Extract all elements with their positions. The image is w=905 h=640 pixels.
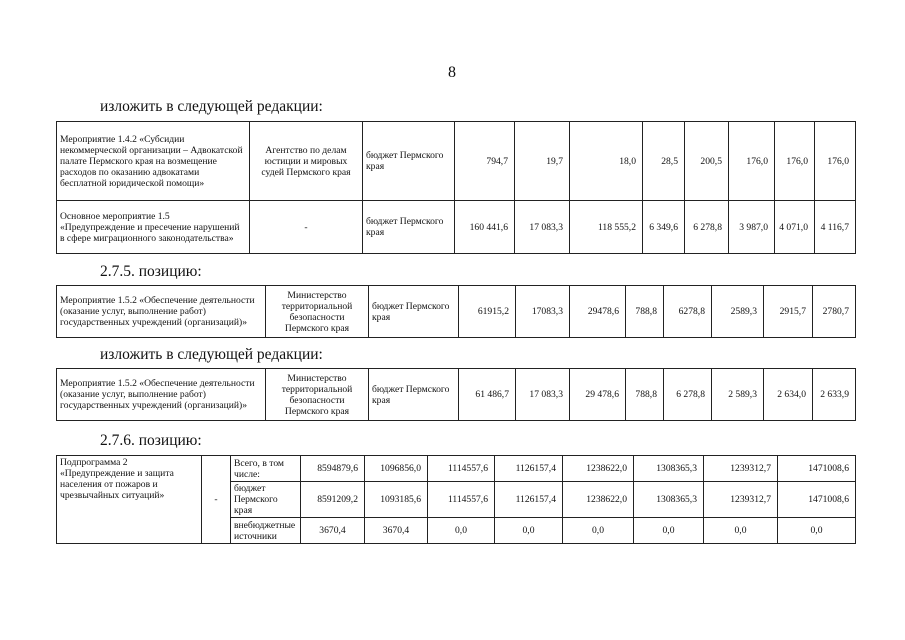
value-cell: 1114557,6 [428, 482, 495, 518]
funding-source: Всего, в том числе: [231, 456, 301, 482]
value-cell: 1308365,3 [634, 482, 704, 518]
funding-source: бюджет Пермского края [231, 482, 301, 518]
funding-source: внебюджетные источники [231, 518, 301, 544]
value-cell: 61 486,7 [459, 369, 516, 421]
value-cell: 2915,7 [764, 286, 813, 338]
value-cell: 788,8 [626, 369, 664, 421]
measure-name: Мероприятие 1.5.2 «Обеспечение деятельности (оказание услуг, выполнение работ) государственных учреждений (организаций)» [57, 369, 266, 421]
value-cell: 0,0 [495, 518, 563, 544]
value-cell: 3670,4 [301, 518, 365, 544]
funding-source: бюджет Пермского края [369, 286, 459, 338]
value-cell: 1239312,7 [704, 482, 778, 518]
table-row [57, 286, 856, 338]
value-cell: 1471008,6 [778, 456, 856, 482]
table-row [57, 456, 856, 482]
measure-name: Основное мероприятие 1.5 «Предупреждение и пресечение нарушений в сфере миграционного законодательства» [57, 201, 250, 254]
value-cell: 176,0 [775, 122, 815, 201]
executor-cell: Агентство по делам юстиции и мировых судей Пермского края [250, 122, 363, 201]
value-cell: 29 478,6 [570, 369, 626, 421]
table-measure-1-5-2-new [56, 368, 856, 421]
value-cell: 176,0 [815, 122, 856, 201]
value-cell: 1096856,0 [365, 456, 428, 482]
value-cell: 1471008,6 [778, 482, 856, 518]
value-cell: 0,0 [428, 518, 495, 544]
value-cell: 2780,7 [813, 286, 856, 338]
subprogram-name: Подпрограмма 2 «Предупреждение и защита населения от пожаров и чрезвычайных ситуаций» [57, 456, 202, 544]
value-cell: 2 634,0 [764, 369, 813, 421]
value-cell: 176,0 [729, 122, 775, 201]
heading-position-2-7-6: 2.7.6. позицию: [100, 432, 202, 449]
value-cell: 6278,8 [664, 286, 712, 338]
value-cell: 4 071,0 [775, 201, 815, 254]
table-row [57, 201, 856, 254]
table-subprogram-2 [56, 455, 856, 544]
heading-new-edition-1: изложить в следующей редакции: [100, 98, 323, 115]
table-measure-1-5-2-old [56, 285, 856, 338]
value-cell: 8591209,2 [301, 482, 365, 518]
value-cell: 6 278,8 [664, 369, 712, 421]
value-cell: 4 116,7 [815, 201, 856, 254]
value-cell: 3 987,0 [729, 201, 775, 254]
value-cell: 1238622,0 [563, 482, 634, 518]
value-cell: 17 083,3 [515, 201, 570, 254]
value-cell: 794,7 [455, 122, 515, 201]
value-cell: 1308365,3 [634, 456, 704, 482]
value-cell: 1126157,4 [495, 456, 563, 482]
value-cell: 788,8 [626, 286, 664, 338]
table-measures-1-4-2 [56, 121, 856, 254]
value-cell: 61915,2 [459, 286, 516, 338]
value-cell: 0,0 [704, 518, 778, 544]
value-cell: 0,0 [778, 518, 856, 544]
value-cell: 1239312,7 [704, 456, 778, 482]
measure-name: Мероприятие 1.4.2 «Субсидии некоммерческой организации – Адвокатской палате Пермского края на возмещение расходов по оказанию адвокатами бесплатной юридической помощи» [57, 122, 250, 201]
heading-new-edition-2: изложить в следующей редакции: [100, 346, 323, 363]
table-row [57, 369, 856, 421]
value-cell: 118 555,2 [570, 201, 643, 254]
value-cell: 2589,3 [712, 286, 764, 338]
value-cell: 19,7 [515, 122, 570, 201]
value-cell: 6 278,8 [685, 201, 729, 254]
value-cell: 2 633,9 [813, 369, 856, 421]
value-cell: 1093185,6 [365, 482, 428, 518]
value-cell: 28,5 [643, 122, 685, 201]
value-cell: 200,5 [685, 122, 729, 201]
executor-cell: - [250, 201, 363, 254]
value-cell: 8594879,6 [301, 456, 365, 482]
value-cell: 160 441,6 [455, 201, 515, 254]
value-cell: 3670,4 [365, 518, 428, 544]
measure-name: Мероприятие 1.5.2 «Обеспечение деятельности (оказание услуг, выполнение работ) государственных учреждений (организаций)» [57, 286, 266, 338]
heading-position-2-7-5: 2.7.5. позицию: [100, 263, 202, 280]
value-cell: 6 349,6 [643, 201, 685, 254]
value-cell: 1238622,0 [563, 456, 634, 482]
value-cell: 0,0 [634, 518, 704, 544]
page-number: 8 [448, 64, 456, 81]
value-cell: 29478,6 [570, 286, 626, 338]
value-cell: 1126157,4 [495, 482, 563, 518]
value-cell: 17083,3 [516, 286, 570, 338]
executor-cell: Министерство территориальной безопасности Пермского края [266, 286, 369, 338]
funding-source: бюджет Пермского края [369, 369, 459, 421]
value-cell: 1114557,6 [428, 456, 495, 482]
funding-source: бюджет Пермского края [363, 201, 455, 254]
executor-cell: - [202, 456, 231, 544]
value-cell: 18,0 [570, 122, 643, 201]
value-cell: 2 589,3 [712, 369, 764, 421]
executor-cell: Министерство территориальной безопасности Пермского края [266, 369, 369, 421]
value-cell: 17 083,3 [516, 369, 570, 421]
table-row [57, 122, 856, 201]
funding-source: бюджет Пермского края [363, 122, 455, 201]
value-cell: 0,0 [563, 518, 634, 544]
